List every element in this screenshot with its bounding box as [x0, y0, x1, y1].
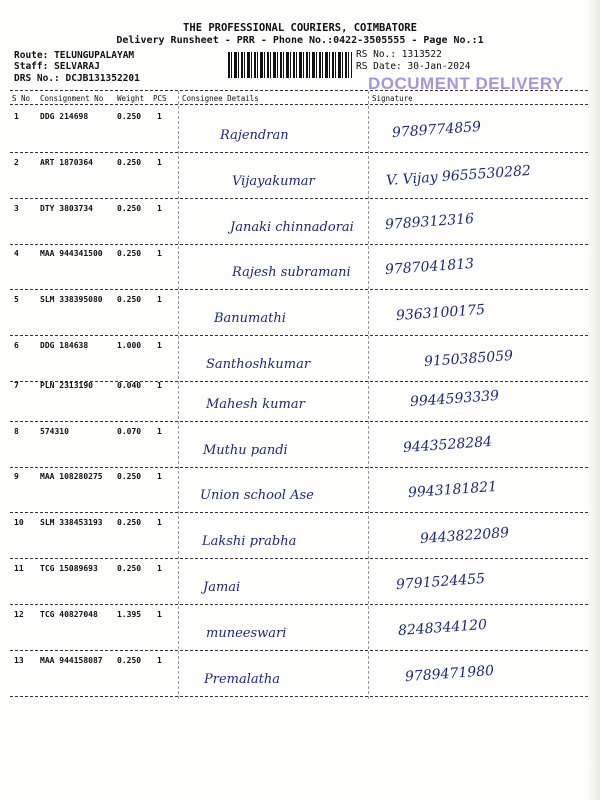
row-sno: 8: [14, 427, 19, 436]
row-pcs: 1: [157, 518, 162, 527]
row-weight: 0.040: [117, 381, 142, 390]
rs-no-value: 1313522: [401, 49, 442, 60]
consignee-handwritten: Vijayakumar: [232, 174, 315, 189]
route-value: TELUNGUPALAYAM: [54, 50, 135, 61]
consignee-handwritten: Rajendran: [220, 128, 289, 143]
staff-value: SELVARAJ: [54, 61, 100, 72]
row-consignment-no: MAA 108280275: [40, 472, 103, 481]
row-consignment-no: TCG 40827048: [40, 610, 98, 619]
col-pcs: PCS: [153, 94, 167, 103]
row-consignment-no: 574310: [40, 427, 69, 436]
signature-handwritten: 9443528284: [402, 433, 493, 457]
signature-handwritten: 9363100175: [395, 301, 486, 325]
row-sno: 5: [14, 295, 19, 304]
row-weight: 0.250: [117, 472, 142, 481]
table-row: [0, 560, 600, 606]
col-consignment: Consignment No: [40, 94, 104, 103]
row-pcs: 1: [157, 158, 162, 167]
row-pcs: 1: [157, 381, 162, 390]
row-pcs: 1: [157, 341, 162, 350]
row-pcs: 1: [157, 249, 162, 258]
consignee-handwritten: Banumathi: [214, 311, 286, 326]
row-pcs: 1: [157, 112, 162, 121]
company-title: THE PROFESSIONAL COURIERS, COIMBATORE: [183, 22, 417, 34]
signature-handwritten: 9789774859: [391, 118, 482, 142]
consignee-handwritten: Muthu pandi: [203, 443, 288, 458]
table-row: [0, 154, 600, 200]
row-weight: 0.250: [117, 564, 142, 573]
consignee-handwritten: Santhoshkumar: [206, 357, 311, 372]
table-row: [0, 423, 600, 469]
route-line: [14, 50, 134, 61]
row-sno: 1: [14, 112, 19, 121]
rs-date-label: RS Date:: [356, 61, 402, 72]
consignee-handwritten: Rajesh subramani: [232, 265, 351, 280]
row-sno: 7: [14, 381, 19, 390]
rs-date-line: [356, 61, 470, 72]
table-row: [0, 468, 600, 514]
row-weight: 0.250: [117, 518, 142, 527]
row-sno: 10: [14, 518, 24, 527]
signature-handwritten: 9787041813: [384, 255, 475, 279]
header-divider-top: [10, 90, 588, 91]
consignee-handwritten: Janaki chinnadorai: [230, 220, 354, 235]
signature-handwritten: 9944593339: [409, 387, 500, 411]
row-pcs: 1: [157, 610, 162, 619]
barcode: [228, 52, 352, 78]
col-signature: Signature: [372, 94, 413, 103]
table-row: [0, 291, 600, 337]
row-pcs: 1: [157, 472, 162, 481]
row-weight: 0.250: [117, 204, 142, 213]
row-weight: 0.250: [117, 158, 142, 167]
row-consignment-no: TCG 15089693: [40, 564, 98, 573]
row-sno: 3: [14, 204, 19, 213]
row-weight: 1.000: [117, 341, 142, 350]
row-sno: 6: [14, 341, 19, 350]
table-row: [0, 377, 600, 423]
row-sno: 9: [14, 472, 19, 481]
signature-handwritten: 8248344120: [397, 616, 488, 640]
consignee-handwritten: muneeswari: [206, 626, 287, 641]
signature-handwritten: 9791524455: [395, 570, 486, 594]
col-weight: Weight: [117, 94, 145, 103]
route-label: Route:: [14, 50, 49, 61]
drs-value: DCJB131352201: [65, 73, 140, 84]
consignee-handwritten: Premalatha: [204, 672, 280, 687]
runsheet-subtitle: Delivery Runsheet - PRR - Phone No.:0422-3505555 - Page No.:1: [116, 35, 484, 46]
row-sno: 2: [14, 158, 19, 167]
row-divider: [10, 512, 588, 513]
row-consignment-no: ART 1870364: [40, 158, 93, 167]
row-consignment-no: DDG 214698: [40, 112, 89, 121]
rs-date-value: 30-Jan-2024: [407, 61, 471, 72]
col-sno: S No: [12, 94, 31, 103]
table-row: [0, 514, 600, 560]
row-pcs: 1: [157, 656, 162, 665]
row-pcs: 1: [157, 427, 162, 436]
row-divider: [10, 335, 588, 336]
row-divider: [10, 198, 588, 199]
row-consignment-no: SLM 338395080: [40, 295, 103, 304]
table-row: [0, 200, 600, 246]
consignee-handwritten: Union school Ase: [200, 488, 314, 503]
row-divider: [10, 289, 588, 290]
drs-label: DRS No.:: [14, 73, 60, 84]
table-row: [0, 652, 600, 698]
signature-handwritten: 9943181821: [407, 478, 498, 502]
row-consignment-no: DDG 184638: [40, 341, 89, 350]
row-sno: 13: [14, 656, 24, 665]
row-divider: [10, 152, 588, 153]
rs-no-line: [356, 49, 442, 60]
row-divider: [10, 604, 588, 605]
row-consignment-no: PLN 2313190: [40, 381, 93, 390]
row-pcs: 1: [157, 564, 162, 573]
staff-label: Staff:: [14, 61, 49, 72]
table-row: [0, 606, 600, 652]
signature-handwritten: V. Vijay 9655530282: [385, 162, 532, 190]
row-divider: [10, 421, 588, 422]
drs-line: [14, 73, 140, 84]
row-weight: 1.395: [117, 610, 142, 619]
consignee-handwritten: Lakshi prabha: [202, 534, 297, 549]
row-pcs: 1: [157, 295, 162, 304]
page-edge-shadow: [588, 0, 600, 800]
row-divider: [10, 650, 588, 651]
row-consignment-no: MAA 944158087: [40, 656, 103, 665]
row-pcs: 1: [157, 204, 162, 213]
table-row: [0, 108, 600, 154]
row-sno: 12: [14, 610, 24, 619]
signature-handwritten: 9150385059: [423, 347, 514, 371]
row-weight: 0.250: [117, 295, 142, 304]
row-divider: [10, 558, 588, 559]
row-divider: [10, 696, 588, 697]
rs-no-label: RS No.:: [356, 49, 397, 60]
table-row: [0, 245, 600, 291]
document-delivery-stamp: DOCUMENT DELIVERY: [368, 74, 564, 93]
consignee-handwritten: Jamai: [203, 580, 241, 595]
row-sno: 4: [14, 249, 19, 258]
row-weight: 0.250: [117, 656, 142, 665]
signature-handwritten: 9789471980: [404, 662, 495, 686]
row-weight: 0.070: [117, 427, 142, 436]
row-consignment-no: SLM 338453193: [40, 518, 103, 527]
row-weight: 0.250: [117, 249, 142, 258]
header-divider-bottom: [10, 104, 588, 105]
col-consignee: Consignee Details: [182, 94, 259, 103]
row-consignment-no: DTY 3803734: [40, 204, 93, 213]
consignee-handwritten: Mahesh kumar: [206, 397, 305, 412]
row-sno: 11: [14, 564, 24, 573]
staff-line: [14, 61, 100, 72]
signature-handwritten: 9443822089: [419, 524, 510, 548]
row-consignment-no: MAA 944341500: [40, 249, 103, 258]
signature-handwritten: 9789312316: [384, 210, 475, 234]
row-weight: 0.250: [117, 112, 142, 121]
